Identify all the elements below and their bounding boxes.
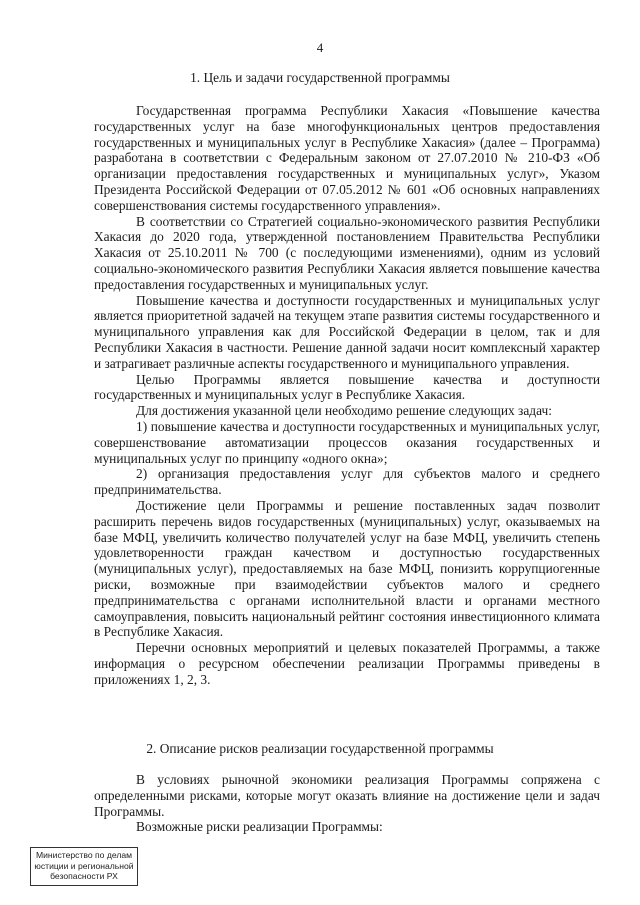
paragraph: Возможные риски реализации Программы: <box>136 819 383 835</box>
paragraph: В соответствии со Стратегией социально-экономического развития Республики Хакасия до 2020 года, утвержденной постановлением Правительства Республики Хакасия от 25.10.2011 № 700 (с последующими изменениями), одним из условий социально-экономического развития Республики Хакасия является повышение качества предоставления государственных и муниципальных услуг. <box>94 213 600 292</box>
stamp-line: Министерство по делам <box>35 850 133 860</box>
paragraph: В условиях рыночной экономики реализация Программы сопряжена с определенными рисками, которые могут оказать влияние на достижение цели и задач Программы. <box>94 772 600 819</box>
stamp-line: безопасности РХ <box>50 871 118 881</box>
ministry-stamp <box>30 847 138 886</box>
paragraph: Перечни основных мероприятий и целевых показателей Программы, а также информация о ресурсном обеспечении реализации Программы приведены в приложениях 1, 2, 3. <box>94 640 600 687</box>
task-item: 2) организация предоставления услуг для субъектов малого и среднего предпринимательства. <box>94 466 600 498</box>
section-2-body <box>94 772 600 835</box>
paragraph: Повышение качества и доступности государственных и муниципальных услуг является приоритетной задачей на текущем этапе развития системы государственного и муниципального управления как для Российской Федерации в целом, так и для Республики Хакасия в частности. Решение данной задачи носит комплексный характер и затрагивает различные аспекты государственного и муниципального управления. <box>94 292 600 371</box>
paragraph: Государственная программа Республики Хакасия «Повышение качества государственных услуг на базе многофункциональных центров предоставления государственных и муниципальных услуг в Республике Хакасия» (далее – Программа) разработана в соответствии с Федеральным законом от 27.07.2010 № 210-ФЗ «Об организации предоставления государственных и муниципальных услуг», Указом Президента Российской Федерации от 07.05.2012 № 601 «Об основных направлениях совершенствования системы государственного управления». <box>94 103 600 213</box>
section-1-heading: 1. Цель и задачи государственной программы <box>190 70 450 85</box>
paragraph: Достижение цели Программы и решение поставленных задач позволит расширить перечень видов государственных (муниципальных) услуг, оказываемых на базе МФЦ, увеличить количество получателей услуг на базе МФЦ, увеличить степень удовлетворенности граждан качеством и доступностью государственных (муниципальных услуг), предоставляемых на базе МФЦ, понизить коррупциогенные риски, возможные при взаимодействии субъектов малого и среднего предпринимательства с органами исполнительной власти и органами местного самоуправления, повысить национальный рейтинг состояния инвестиционного климата в Республике Хакасия. <box>94 497 600 640</box>
paragraph: Для достижения указанной цели необходимо решение следующих задач: <box>136 403 552 419</box>
page-number: 4 <box>316 40 324 55</box>
task-item: 1) повышение качества и доступности государственных и муниципальных услуг, совершенствование автоматизации процессов оказания государственных и муниципальных услуг по принципу «одного окна»; <box>94 418 600 466</box>
stamp-line: юстиции и региональной <box>34 860 134 871</box>
section-1-body <box>94 103 600 687</box>
paragraph: Целью Программы является повышение качества и доступности государственных и муниципальных услуг в Республике Хакасия. <box>94 371 600 403</box>
section-2-heading: 2. Описание рисков реализации государственной программы <box>146 741 494 756</box>
